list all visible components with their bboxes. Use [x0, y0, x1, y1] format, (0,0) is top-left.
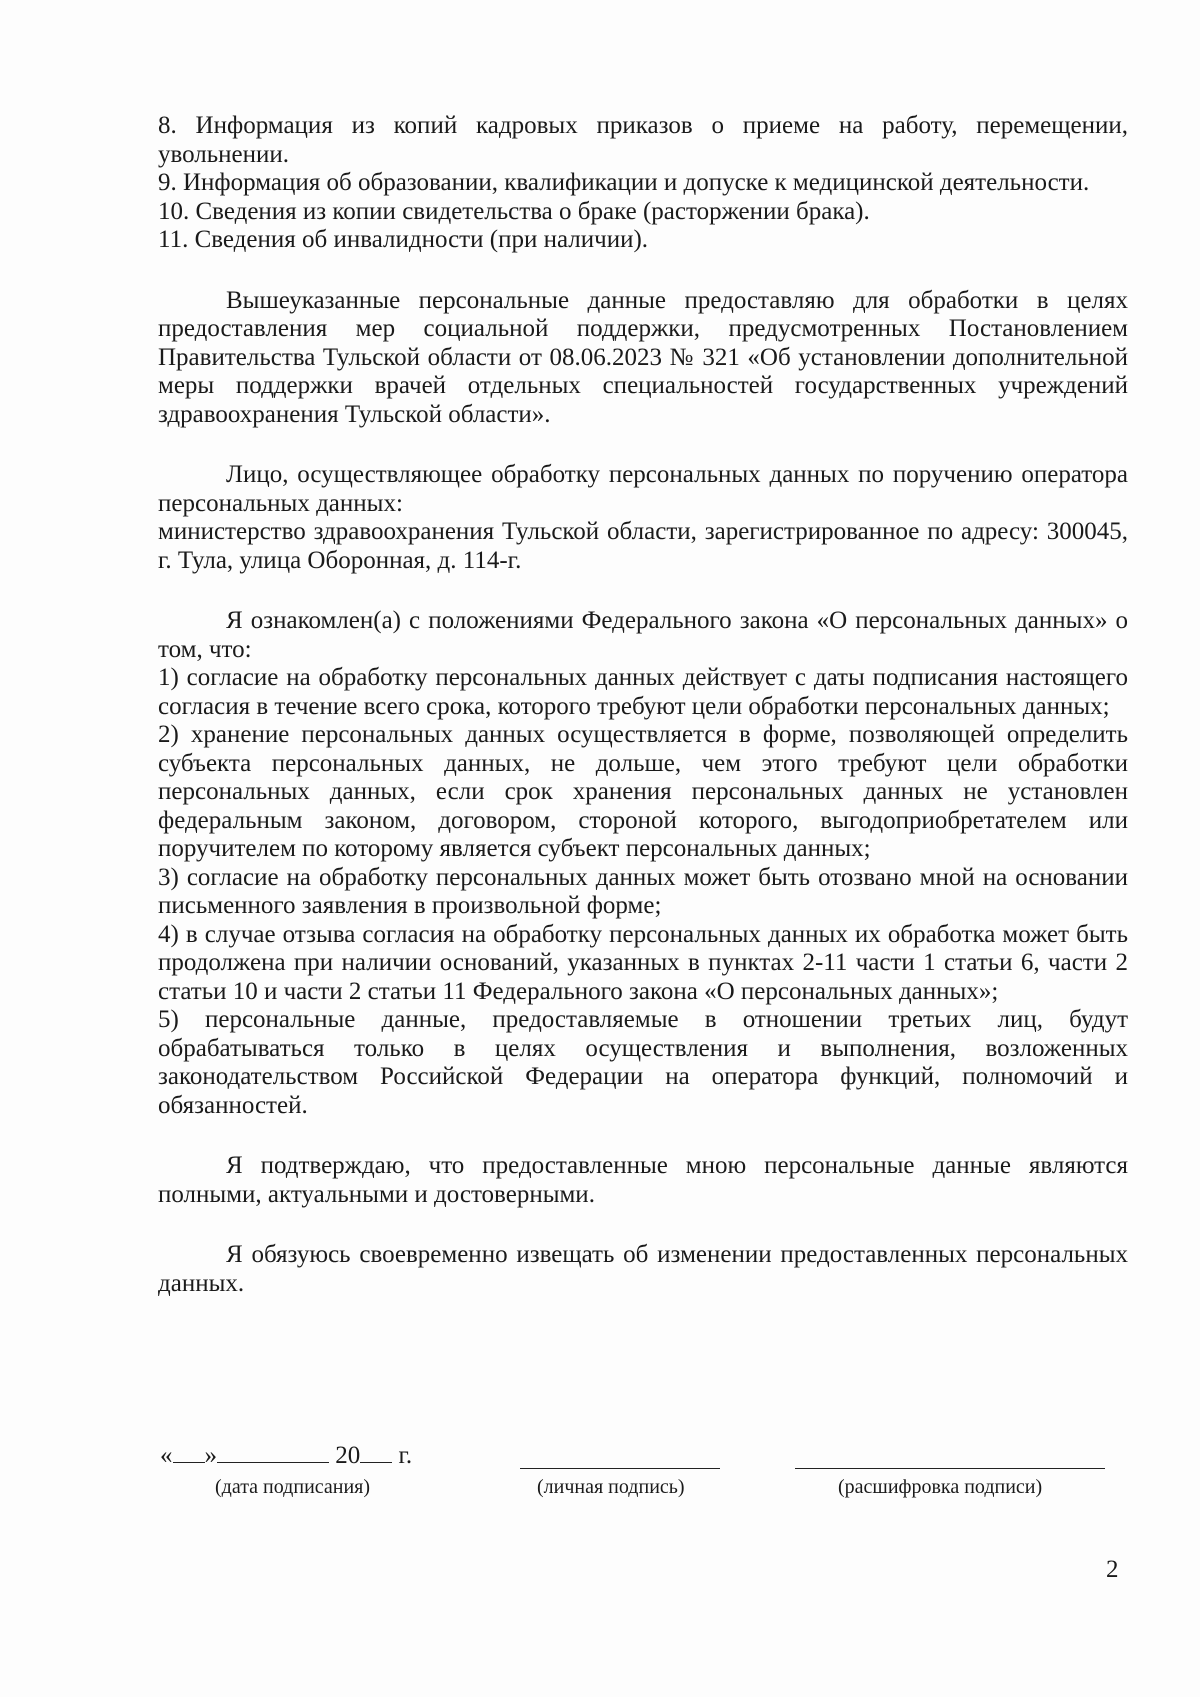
spacer — [158, 1120, 1128, 1152]
signature-decode-caption: (расшифровка подписи) — [838, 1476, 1043, 1498]
year-suffix: г. — [398, 1442, 413, 1469]
list-item-9: 9. Информация об образовании, квалификации и допуске к медицинской деятельности. — [158, 169, 1090, 196]
acknowledgement-intro: Я ознакомлен(а) с положениями Федерального закона «О персональных данных» о том, что: — [158, 607, 1128, 663]
obligation-paragraph: Я обязуюсь своевременно извещать об изменении предоставленных персональных данных. — [158, 1241, 1128, 1297]
date-caption: (дата подписания) — [215, 1476, 371, 1498]
purpose-paragraph: Вышеуказанные персональные данные предоставляю для обработки в целях предоставления мер социальной поддержки, предусмотренных Постановлением Правительства Тульской области от 08.06.2023 № 321 «Об установлении дополнительной меры поддержки врачей отдельных специальностей государственных учреждений здравоохранения Тульской области». — [158, 286, 1128, 428]
year-prefix: 20 — [335, 1442, 361, 1469]
signature-decode-line — [795, 1468, 1105, 1469]
day-blank — [173, 1440, 205, 1463]
close-quote: » — [204, 1442, 217, 1469]
month-blank — [217, 1440, 329, 1463]
list-item-10: 10. Сведения из копии свидетельства о браке (расторжении брака). — [158, 197, 870, 225]
spacer — [158, 1209, 1128, 1241]
spacer — [158, 255, 1128, 287]
spacer — [158, 575, 1128, 607]
personal-signature-line — [520, 1468, 720, 1469]
list-item-11: 11. Сведения об инвалидности (при наличии). — [158, 226, 649, 253]
acknowledgement-item-1: 1) согласие на обработку персональных данных действует с даты подписания настоящего согласия в течение всего срока, которого требуют цели обработки персональных данных; — [158, 664, 1128, 720]
year-blank — [360, 1440, 392, 1463]
signature-date-field — [160, 1440, 412, 1470]
acknowledgement-item-4: 4) в случае отзыва согласия на обработку персональных данных их обработка может быть продолжена при наличии оснований, указанных в пунктах 2-11 части 1 статьи 6, части 2 статьи 10 и части 2 статьи 11 Федерального закона «О персональных данных»; — [158, 920, 1128, 1005]
acknowledgement-item-2: 2) хранение персональных данных осуществляется в форме, позволяющей определить субъекта персональных данных, не дольше, чем этого требуют цели обработки персональных данных, если срок хранения персональных данных не установлен федеральным законом, договором, стороной которого, выгодоприобретателем или поручителем по которому является субъект персональных данных; — [158, 721, 1128, 862]
open-quote: « — [160, 1442, 173, 1469]
document-body — [158, 112, 1128, 1298]
acknowledgement-item-5: 5) персональные данные, предоставляемые в отношении третьих лиц, будут обрабатываться только в целях осуществления и выполнения, возложенных законодательством Российской Федерации на оператора функций, полномочий и обязанностей. — [158, 1006, 1128, 1119]
spacer — [158, 429, 1128, 461]
processor-details: министерство здравоохранения Тульской области, зарегистрированное по адресу: 300045, г. Тула, улица Оборонная, д. 114-г. — [158, 518, 1128, 574]
confirmation-paragraph: Я подтверждаю, что предоставленные мною персональные данные являются полными, актуальными и достоверными. — [158, 1152, 1128, 1208]
page-number: 2 — [1106, 1556, 1119, 1583]
list-item-8: 8. Информация из копий кадровых приказов о приеме на работу, перемещении, увольнении. — [158, 112, 1128, 168]
processor-intro: Лицо, осуществляющее обработку персональных данных по поручению оператора персональных данных: — [158, 461, 1128, 517]
acknowledgement-item-3: 3) согласие на обработку персональных данных может быть отозвано мной на основании письменного заявления в произвольной форме; — [158, 863, 1128, 919]
personal-signature-caption: (личная подпись) — [537, 1476, 685, 1498]
signature-block — [0, 1440, 1200, 1520]
